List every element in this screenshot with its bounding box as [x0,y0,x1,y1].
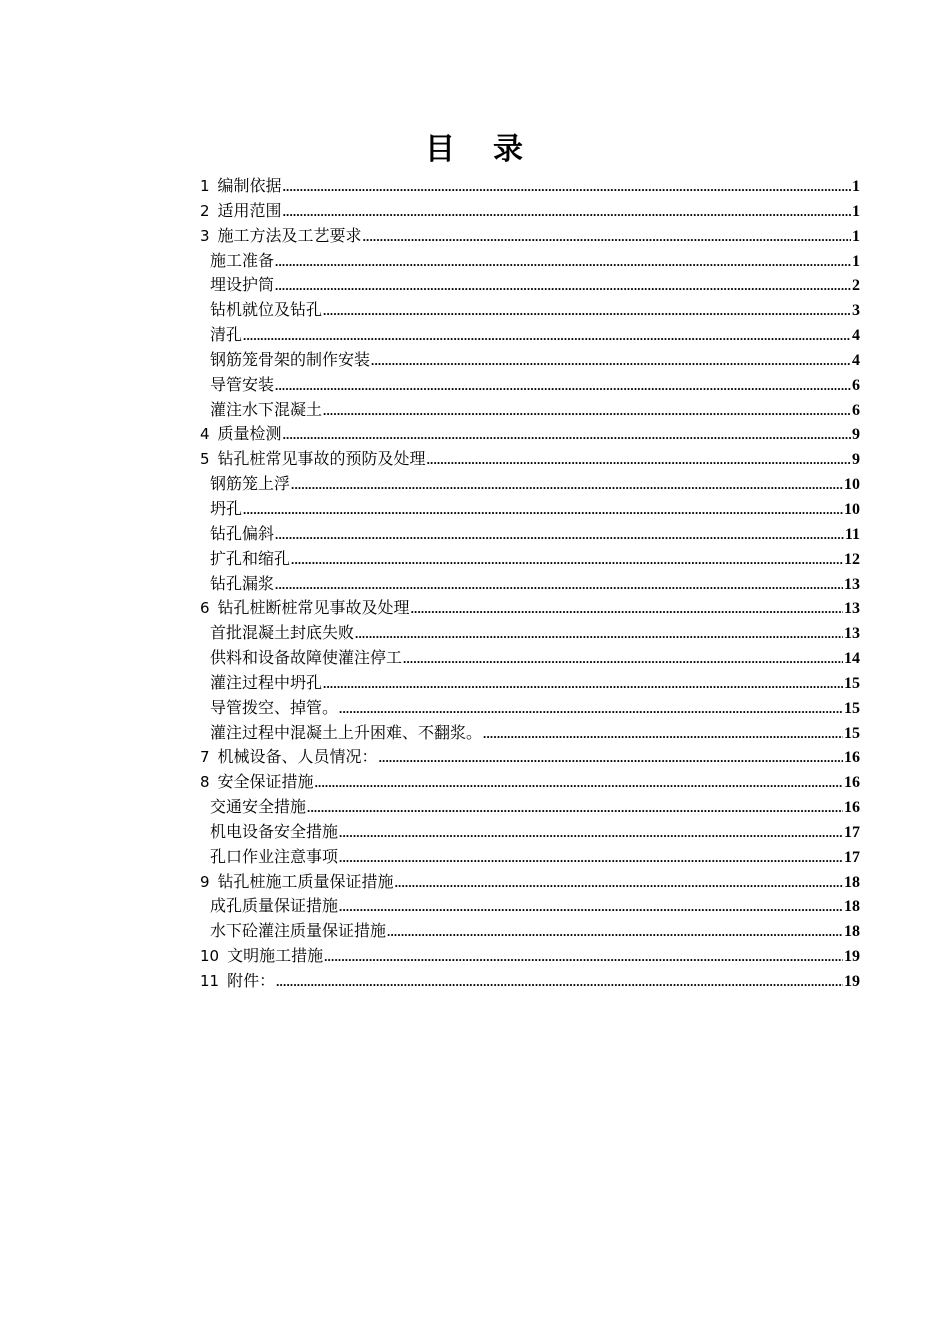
toc-entry-label: 导管安装 [210,374,275,394]
toc-dot-leader [243,503,843,516]
title-char-2: 录 [493,132,525,167]
toc-page-number: 15 [844,699,860,717]
toc-entry[interactable] [200,870,860,895]
toc-entry-label: 灌注水下混凝土 [210,399,323,419]
toc-entry-label: 首批混凝土封底失败 [210,623,355,643]
toc-entry[interactable] [200,224,860,249]
toc-subentry[interactable] [200,820,860,845]
toc-dot-leader [315,776,843,789]
toc-dot-leader [403,652,843,665]
toc-entry[interactable] [200,770,860,795]
toc-subentry[interactable] [200,671,860,696]
toc-dot-leader [291,478,843,491]
toc-dot-leader [275,578,843,591]
toc-subentry[interactable] [200,522,860,547]
toc-page-number: 4 [852,351,860,369]
toc-page-number: 15 [844,674,860,692]
toc-entry[interactable] [200,447,860,472]
toc-dot-leader [323,304,851,317]
toc-dot-leader [275,255,851,268]
toc-entry-label: 灌注过程中混凝土上升困难、不翻浆。 [210,722,483,742]
toc-entry-label: 钻机就位及钻孔 [210,300,323,320]
toc-dot-leader [339,851,843,864]
toc-dot-leader [371,354,851,367]
toc-entry-number: 3 [200,226,210,245]
toc-entry-label: 钻孔偏斜 [210,523,275,543]
toc-dot-leader [339,900,843,913]
toc-page-number: 13 [844,600,860,618]
toc-entry-number: 4 [200,425,210,444]
toc-entry-label: 质量检测 [217,424,282,444]
toc-subentry[interactable] [200,572,860,597]
toc-entry[interactable] [200,199,860,224]
toc-page-number: 15 [844,724,860,742]
toc-subentry[interactable] [200,348,860,373]
toc-entry-number: 1 [200,177,210,195]
toc-dot-leader [395,876,843,889]
toc-dot-leader [291,553,843,566]
toc-dot-leader [276,975,843,988]
toc-page-number: 10 [844,500,860,518]
toc-page-number: 1 [852,202,860,220]
toc-dot-leader [379,751,843,764]
toc-page-number: 1 [852,227,860,245]
toc-subentry[interactable] [200,472,860,497]
toc-subentry[interactable] [200,497,860,522]
toc-page-number: 10 [844,476,860,494]
toc-page-number: 3 [852,302,860,320]
toc-entry-number: 7 [200,748,210,767]
toc-dot-leader [324,950,843,963]
toc-page-number: 18 [844,923,860,941]
toc-dot-leader [243,329,851,342]
toc-dot-leader [323,404,851,417]
toc-entry-label: 清孔 [210,325,243,345]
toc-page-number: 9 [852,426,860,444]
toc-subentry[interactable] [200,273,860,298]
toc-page-number: 6 [852,401,860,419]
toc-dot-leader [339,702,843,715]
toc-dot-leader [323,677,843,690]
toc-page-number: 18 [844,873,860,891]
toc-entry-label: 交通安全措施 [210,797,307,817]
toc-entry-label: 机电设备安全措施 [210,821,339,841]
toc-entry-label: 钻孔桩常见事故的预防及处理 [217,449,426,469]
toc-entry-label: 附件： [227,971,276,990]
toc-entry-label: 适用范围 [217,200,282,220]
toc-page-number: 13 [844,625,860,643]
toc-entry[interactable] [200,422,860,447]
table-of-contents [200,174,860,994]
toc-entry-label: 埋设护筒 [210,275,275,295]
toc-dot-leader [307,801,843,814]
toc-page-number: 14 [844,650,860,668]
toc-page-number: 16 [844,774,860,792]
toc-page-number: 1 [852,178,860,195]
toc-subentry[interactable] [200,894,860,919]
toc-entry-label: 坍孔 [210,498,243,518]
toc-dot-leader [427,453,851,466]
toc-subentry[interactable] [200,323,860,348]
toc-dot-leader [339,826,843,839]
toc-subentry[interactable] [200,795,860,820]
toc-entry-number: 5 [200,450,210,469]
toc-page-number: 19 [844,948,860,966]
toc-subentry[interactable] [200,621,860,646]
toc-page-number: 16 [844,749,860,767]
toc-subentry[interactable] [200,919,860,944]
toc-subentry[interactable] [200,373,860,398]
toc-entry-label: 安全保证措施 [217,772,314,792]
page-title [0,128,950,172]
toc-entry-label: 扩孔和缩孔 [210,548,291,568]
toc-entry-label: 导管拨空、掉管。 [210,697,339,717]
toc-subentry[interactable] [200,547,860,572]
toc-entry[interactable] [200,596,860,621]
toc-entry-label: 机械设备、人员情况： [217,747,378,767]
toc-dot-leader [283,205,851,218]
toc-subentry[interactable] [200,646,860,671]
toc-page-number: 19 [844,973,860,990]
toc-page-number: 9 [852,451,860,469]
toc-entry-number: 9 [200,872,210,891]
toc-dot-leader [355,627,843,640]
toc-dot-leader [283,180,851,193]
toc-page-number: 16 [844,799,860,817]
toc-entry-label: 灌注过程中坍孔 [210,672,323,692]
toc-page-number: 13 [844,575,860,593]
toc-entry-label: 编制依据 [217,176,282,195]
toc-entry[interactable] [200,174,860,199]
toc-dot-leader [363,230,851,243]
toc-page-number: 17 [844,823,860,841]
toc-subentry[interactable] [200,298,860,323]
toc-subentry[interactable] [200,696,860,721]
toc-entry[interactable] [200,944,860,969]
title-char-1: 目 [425,132,457,167]
toc-entry[interactable] [200,969,860,994]
toc-entry-label: 钻孔漏浆 [210,573,275,593]
toc-entry-label: 供料和设备故障使灌注停工 [210,648,403,668]
toc-dot-leader [387,925,843,938]
toc-dot-leader [283,428,851,441]
toc-entry-label: 钢筋笼上浮 [210,474,291,494]
toc-entry-label: 钢筋笼骨架的制作安装 [210,349,371,369]
toc-entry-label: 钻孔桩施工质量保证措施 [217,871,394,891]
toc-page-number: 12 [844,550,860,568]
toc-entry-label: 水下砼灌注质量保证措施 [210,921,387,941]
toc-subentry[interactable] [200,845,860,870]
toc-entry-label: 孔口作业注意事项 [210,846,339,866]
toc-dot-leader [411,602,843,615]
toc-entry-number: 8 [200,773,210,792]
toc-page-number: 2 [852,277,860,295]
toc-subentry[interactable] [200,398,860,423]
toc-page-number: 1 [852,252,860,270]
toc-dot-leader [275,528,844,541]
toc-dot-leader [483,727,843,740]
toc-entry-label: 文明施工措施 [227,946,324,966]
toc-entry-label: 施工准备 [210,250,275,270]
toc-entry-number: 2 [200,201,210,220]
toc-page-number: 4 [852,327,860,345]
toc-dot-leader [275,379,851,392]
toc-dot-leader [275,279,851,292]
toc-page-number: 18 [844,898,860,916]
toc-entry-number: 11 [200,972,220,990]
toc-subentry[interactable] [200,249,860,274]
toc-page-number: 11 [844,525,860,543]
toc-entry-number: 10 [200,947,220,966]
toc-page-number: 6 [852,376,860,394]
toc-page-number: 17 [844,848,860,866]
toc-entry-label: 施工方法及工艺要求 [217,225,362,245]
toc-entry[interactable] [200,745,860,770]
toc-entry-label: 钻孔桩断桩常见事故及处理 [217,598,410,618]
toc-entry-number: 6 [200,599,210,618]
toc-subentry[interactable] [200,721,860,746]
toc-entry-label: 成孔质量保证措施 [210,896,339,916]
